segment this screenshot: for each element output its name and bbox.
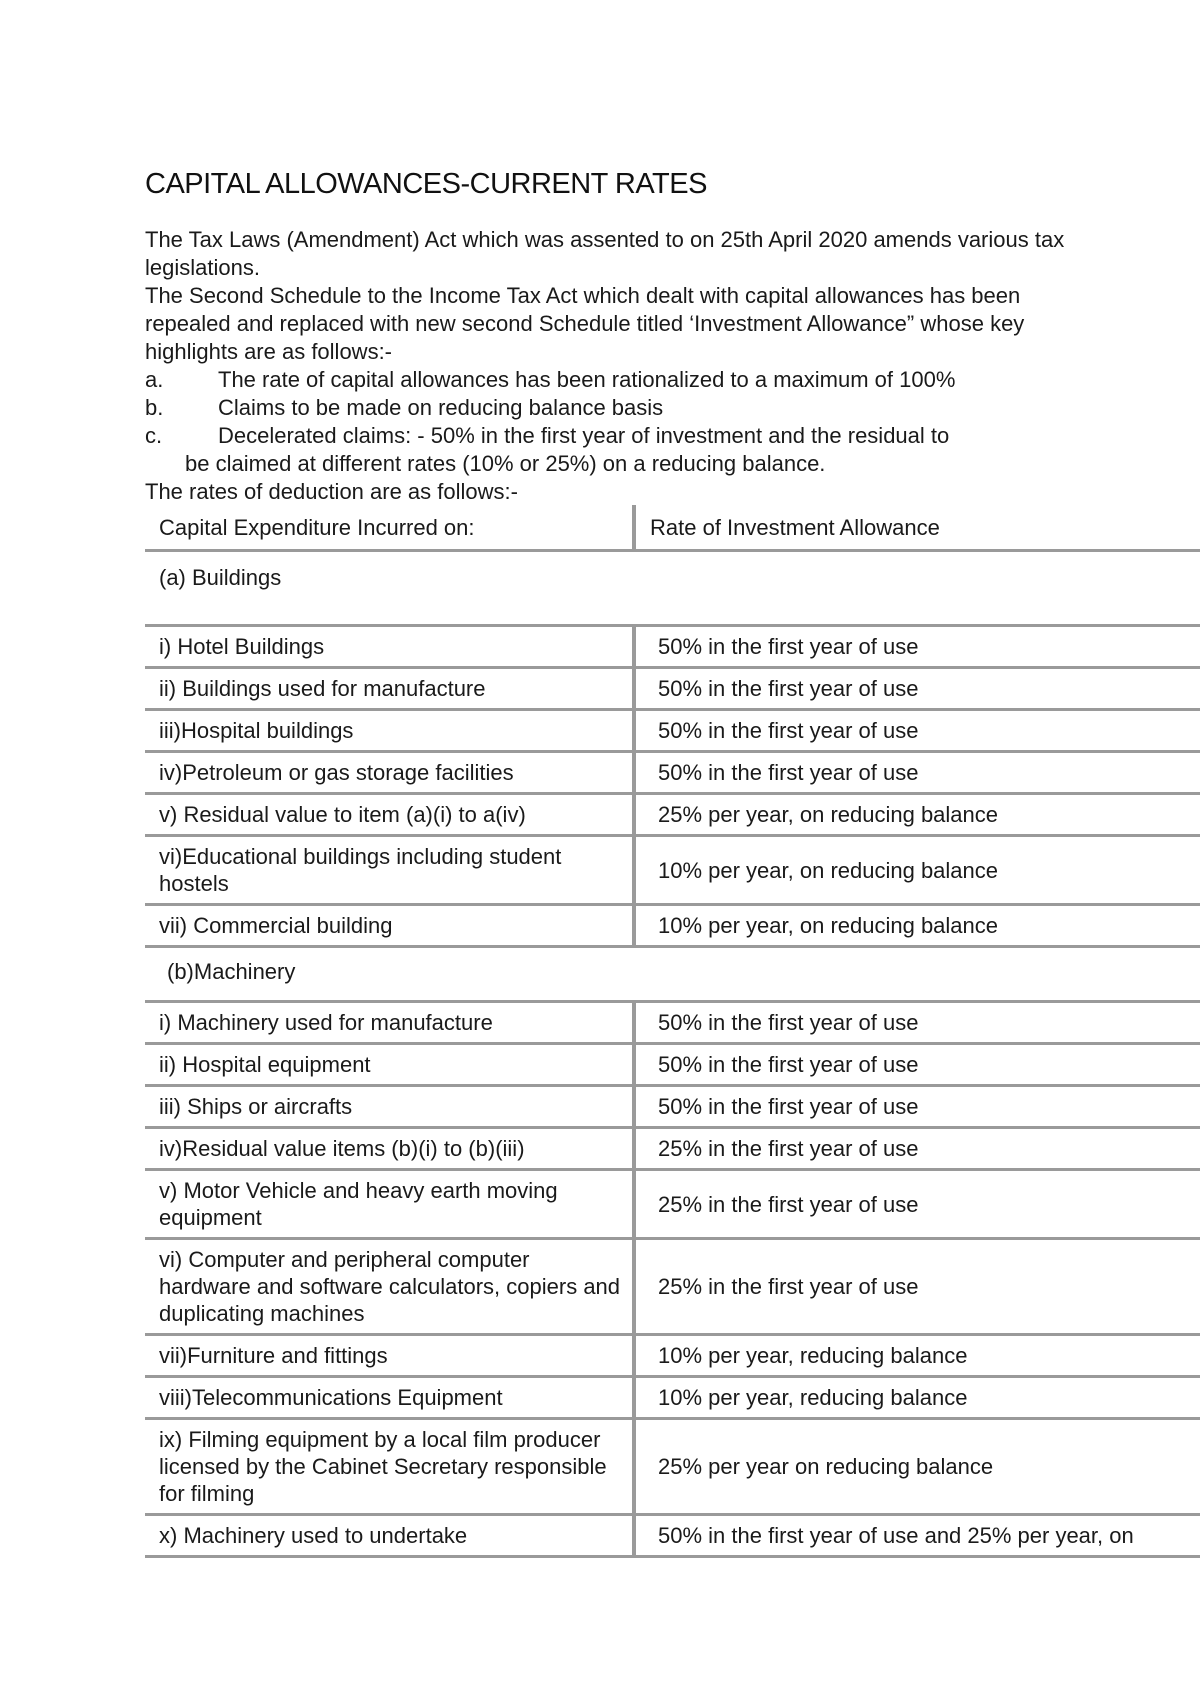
table-row	[145, 668, 1200, 710]
expenditure-cell: vii)Furniture and fittings	[145, 1335, 634, 1377]
table-row	[145, 1515, 1200, 1557]
expenditure-cell: vii) Commercial building	[145, 905, 634, 947]
rate-cell: 50% in the first year of use and 25% per year, on	[634, 1515, 1200, 1557]
expenditure-cell: vi)Educational buildings including student hostels	[145, 836, 634, 905]
expenditure-cell: ii) Hospital equipment	[145, 1044, 634, 1086]
rate-cell: 25% per year on reducing balance	[634, 1419, 1200, 1515]
rate-cell: 50% in the first year of use	[634, 752, 1200, 794]
list-item-text: The rate of capital allowances has been rationalized to a maximum of 100%	[218, 367, 956, 392]
buildings-rows	[145, 626, 1200, 947]
table-row	[145, 1377, 1200, 1419]
table-row	[145, 1044, 1200, 1086]
expenditure-cell: i) Hotel Buildings	[145, 626, 634, 668]
expenditure-cell: iv)Residual value items (b)(i) to (b)(iii)	[145, 1128, 634, 1170]
rate-cell: 25% in the first year of use	[634, 1170, 1200, 1239]
list-item	[145, 422, 1085, 478]
schedule-paragraph: The Second Schedule to the Income Tax Act which dealt with capital allowances has been repealed and replaced with new second Schedule titled ‘Investment Allowance” whose key highlights are as follows:-	[145, 283, 1025, 364]
intro-paragraph: The Tax Laws (Amendment) Act which was assented to on 25th April 2020 amends various tax legislations.	[145, 227, 1065, 280]
rate-cell: 10% per year, on reducing balance	[634, 836, 1200, 905]
list-marker: b.	[145, 395, 164, 420]
list-marker: c.	[145, 423, 163, 448]
table-row	[145, 794, 1200, 836]
expenditure-cell: iii)Hospital buildings	[145, 710, 634, 752]
list-item	[145, 394, 1085, 422]
table-row	[145, 1419, 1200, 1515]
list-item-text: Decelerated claims: - 50% in the first year of investment and the residual to	[218, 423, 950, 448]
table-header-row	[145, 505, 1200, 551]
expenditure-cell: ix) Filming equipment by a local film producer licensed by the Cabinet Secretary responsible for filming	[145, 1419, 634, 1515]
highlights-list	[145, 366, 1085, 478]
section-row-machinery	[145, 947, 1200, 1002]
expenditure-cell: iv)Petroleum or gas storage facilities	[145, 752, 634, 794]
rates-table	[145, 505, 1200, 1558]
rate-cell: 50% in the first year of use	[634, 1002, 1200, 1044]
page-title: CAPITAL ALLOWANCES-CURRENT RATES	[145, 168, 707, 200]
rate-cell: 25% in the first year of use	[634, 1239, 1200, 1335]
list-item-text: Claims to be made on reducing balance basis	[218, 395, 664, 420]
expenditure-cell: iii) Ships or aircrafts	[145, 1086, 634, 1128]
table-row	[145, 1086, 1200, 1128]
expenditure-cell: v) Residual value to item (a)(i) to a(iv)	[145, 794, 634, 836]
rate-cell: 50% in the first year of use	[634, 668, 1200, 710]
rate-cell: 10% per year, reducing balance	[634, 1335, 1200, 1377]
expenditure-cell: viii)Telecommunications Equipment	[145, 1377, 634, 1419]
table-row	[145, 626, 1200, 668]
section-label: (a) Buildings	[145, 551, 1200, 626]
table-row	[145, 1335, 1200, 1377]
table-row	[145, 1170, 1200, 1239]
expenditure-cell: v) Motor Vehicle and heavy earth moving equipment	[145, 1170, 634, 1239]
rate-cell: 25% in the first year of use	[634, 1128, 1200, 1170]
table-row	[145, 752, 1200, 794]
section-row-buildings	[145, 551, 1200, 626]
rate-cell: 50% in the first year of use	[634, 1044, 1200, 1086]
list-marker: a.	[145, 367, 164, 392]
rate-cell: 10% per year, on reducing balance	[634, 905, 1200, 947]
list-item	[145, 366, 1085, 394]
rate-cell: 25% per year, on reducing balance	[634, 794, 1200, 836]
machinery-rows	[145, 1002, 1200, 1557]
table-row	[145, 1002, 1200, 1044]
expenditure-cell: x) Machinery used to undertake	[145, 1515, 634, 1557]
rate-cell: 10% per year, reducing balance	[634, 1377, 1200, 1419]
table-row	[145, 1239, 1200, 1335]
rate-cell: 50% in the first year of use	[634, 710, 1200, 752]
column-header-rate: Rate of Investment Allowance	[634, 505, 1200, 551]
table-row	[145, 710, 1200, 752]
section-label: (b)Machinery	[145, 947, 1200, 1002]
expenditure-cell: i) Machinery used for manufacture	[145, 1002, 634, 1044]
table-row	[145, 1128, 1200, 1170]
rate-cell: 50% in the first year of use	[634, 1086, 1200, 1128]
rates-intro: The rates of deduction are as follows:-	[145, 479, 518, 504]
column-header-expenditure: Capital Expenditure Incurred on:	[145, 505, 634, 551]
table-row	[145, 836, 1200, 905]
list-item-continuation: be claimed at different rates (10% or 25%) on a reducing balance.	[185, 451, 826, 476]
table-row	[145, 905, 1200, 947]
expenditure-cell: vi) Computer and peripheral computer hardware and software calculators, copiers and duplicating machines	[145, 1239, 634, 1335]
rate-cell: 50% in the first year of use	[634, 626, 1200, 668]
expenditure-cell: ii) Buildings used for manufacture	[145, 668, 634, 710]
